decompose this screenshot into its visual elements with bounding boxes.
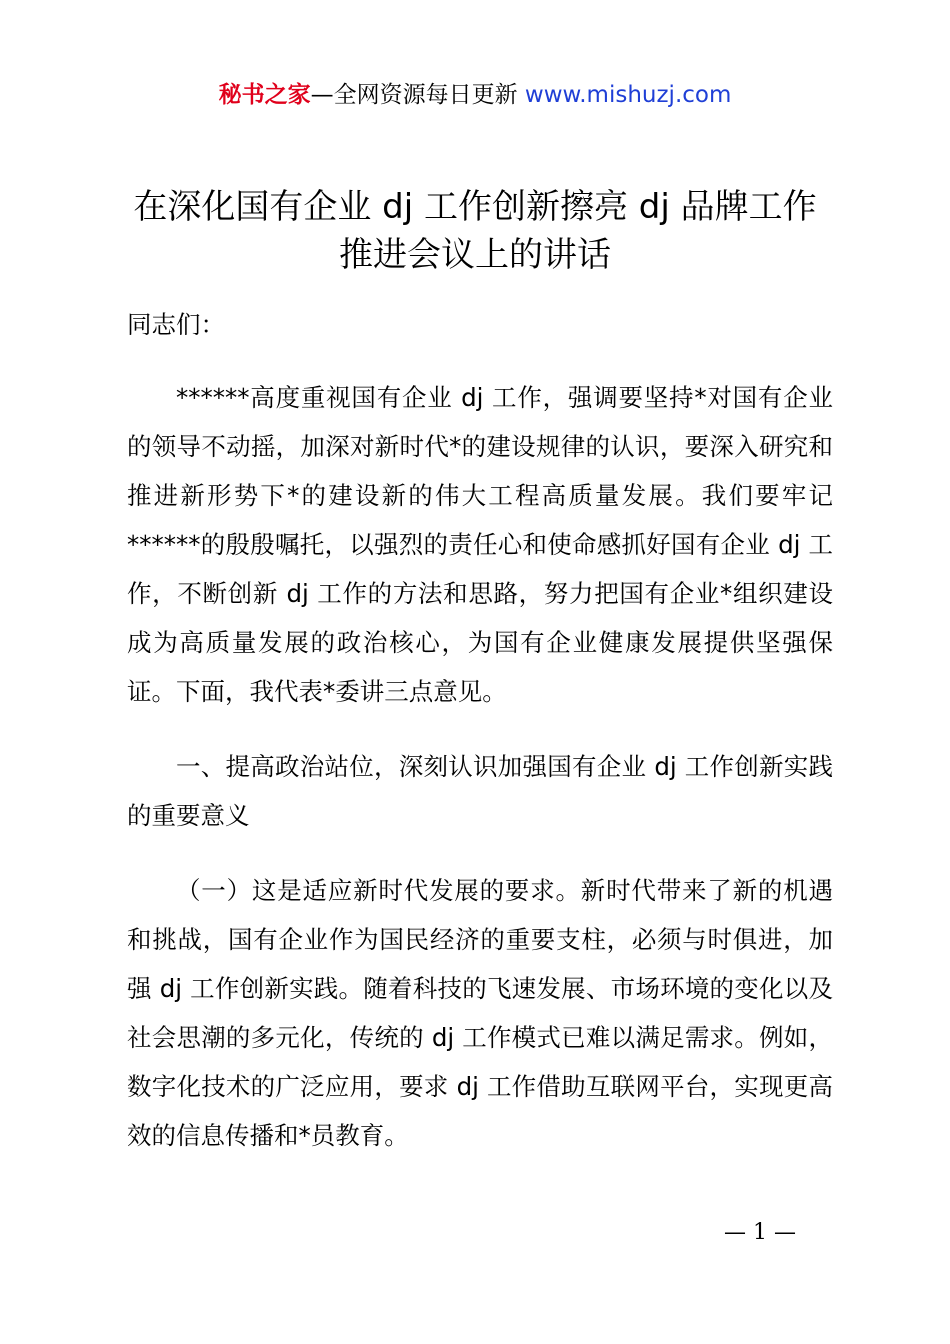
document-title-line-2: 推进会议上的讲话 xyxy=(339,235,611,275)
paragraph-intro: ******高度重视国有企业 dj 工作，强调要坚持*对国有企业的领导不动摇，加深对新时代*的建设规律的认识，要深入研究和推进新形势下*的建设新的伟大工程高质量发展。我们要牢记******的殷殷嘱托，以强烈的责任心和使命感抓好国有企业 dj 工作，不断创新 dj 工作的方法和思路，努力把国有企业*组织建设成为高质量发展的政治核心，为国有企业健康发展提供坚强保证。下面，我代表*委讲三点意见。 xyxy=(127,383,833,706)
document-body xyxy=(127,300,833,1160)
paragraph-section-1-1: （一）这是适应新时代发展的要求。新时代带来了新的机遇和挑战，国有企业作为国民经济的重要支柱，必须与时俱进，加强 dj 工作创新实践。随着科技的飞速发展、市场环境的变化以及社会思潮的多元化，传统的 dj 工作模式已难以满足需求。例如，数字化技术的广泛应用，要求 dj 工作借助互联网平台，实现更高效的信息传播和*员教育。 xyxy=(127,876,833,1150)
page-number: — 1 — xyxy=(724,1220,796,1245)
salutation: 同志们： xyxy=(127,310,225,339)
document-title-line-1: 在深化国有企业 dj 工作创新擦亮 dj 品牌工作 xyxy=(133,187,817,227)
site-header xyxy=(0,78,950,112)
document-title xyxy=(60,183,890,279)
site-brand: 秘书之家 xyxy=(218,82,311,108)
site-slogan: —全网资源每日更新 xyxy=(310,82,525,108)
site-url-link[interactable]: www.mishuzj.com xyxy=(524,82,732,108)
section-heading-1: 一、提高政治站位，深刻认识加强国有企业 dj 工作创新实践的重要意义 xyxy=(127,752,833,830)
